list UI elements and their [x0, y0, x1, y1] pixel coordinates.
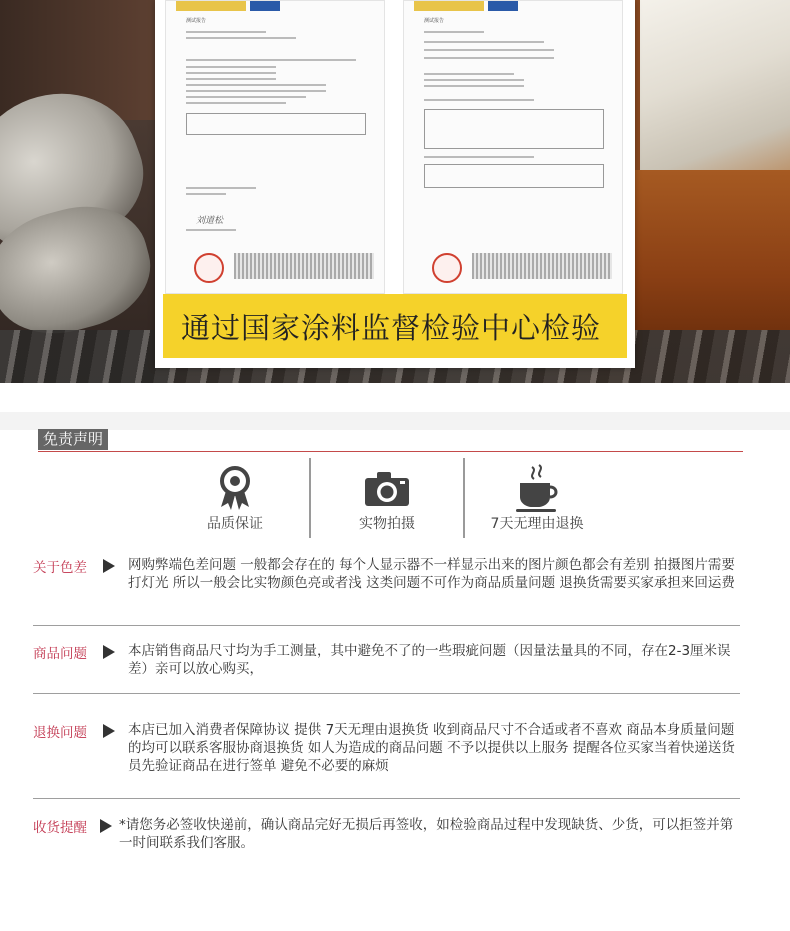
- inspection-banner: [163, 294, 627, 358]
- official-seal-icon: [194, 253, 224, 283]
- row-divider: [33, 625, 740, 626]
- coffee-cup-icon: [512, 463, 562, 513]
- certificate-right: [403, 0, 623, 294]
- cert-heading: 测试报告: [186, 18, 207, 24]
- cert-heading: 测试报告: [424, 18, 445, 24]
- feature-divider: [309, 458, 311, 538]
- cert-footer-text: [234, 253, 374, 279]
- row-label: 关于色差: [33, 560, 87, 576]
- row-text: 本店已加入消费者保障协议 提供 7天无理由退换货 收到商品尺寸不合适或者不喜欢 商品本身质量问题的均可以联系客服协商退换货 如人为造成的商品问题 不予以提供以上服务 提醒各位买家当着快递送货员先验证商品在进行签单 避免不必要的麻烦: [128, 722, 735, 774]
- feature-7day-return: [472, 455, 602, 540]
- row-text: 网购弊端色差问题 一般都会存在的 每个人显示器不一样显示出来的图片颜色都会有差别 拍摄图片需要打灯光 所以一般会比实物颜色亮或者浅 这类问题不可作为商品质量问题 退换货需要买家承担来回运费: [128, 557, 735, 591]
- cert-table: [424, 109, 604, 149]
- cnas-logo: [488, 1, 518, 11]
- signature: 刘道松: [196, 216, 224, 226]
- product-photo: [0, 0, 790, 383]
- title-underline: [38, 451, 743, 452]
- banner-text: 通过国家涂料监督检验中心检验: [181, 310, 602, 345]
- camera-icon: [362, 463, 412, 513]
- feature-real-photo: [322, 455, 452, 540]
- feature-divider: [463, 458, 465, 538]
- cert-table-2: [424, 164, 604, 188]
- certificate-left: [165, 0, 385, 294]
- cert-table: [186, 113, 366, 135]
- row-label: 商品问题: [33, 646, 87, 662]
- arrow-right-icon: [103, 645, 115, 659]
- row-divider: [33, 798, 740, 799]
- cnas-logo: [250, 1, 280, 11]
- official-seal-icon: [432, 253, 462, 283]
- arrow-right-icon: [100, 819, 112, 833]
- feature-label: 7天无理由退换: [490, 516, 584, 532]
- feature-quality: [170, 455, 300, 540]
- award-ribbon-icon: [210, 463, 260, 513]
- row-divider: [33, 693, 740, 694]
- section-title: 免责声明: [38, 429, 108, 450]
- row-label: 退换问题: [33, 725, 87, 741]
- feature-label: 实物拍摄: [359, 516, 415, 532]
- cert-logo: [414, 1, 484, 11]
- section-divider-band: [0, 412, 790, 430]
- arrow-right-icon: [103, 724, 115, 738]
- arrow-right-icon: [103, 559, 115, 573]
- cert-footer-text: [472, 253, 612, 279]
- feature-label: 品质保证: [207, 516, 263, 532]
- row-label: 收货提醒: [33, 820, 87, 836]
- row-text: *请您务必签收快递前，确认商品完好无损后再签收，如检验商品过程中发现缺货、少货，可以拒签并第一时间联系我们客服。: [119, 817, 734, 851]
- row-text: 本店销售商品尺寸均为手工测量，其中避免不了的一些瑕疵问题（因量法量具的不同，存在2-3厘米误差）亲可以放心购买，: [128, 643, 731, 677]
- certificate-frame: [155, 0, 635, 368]
- cert-logo: [176, 1, 246, 11]
